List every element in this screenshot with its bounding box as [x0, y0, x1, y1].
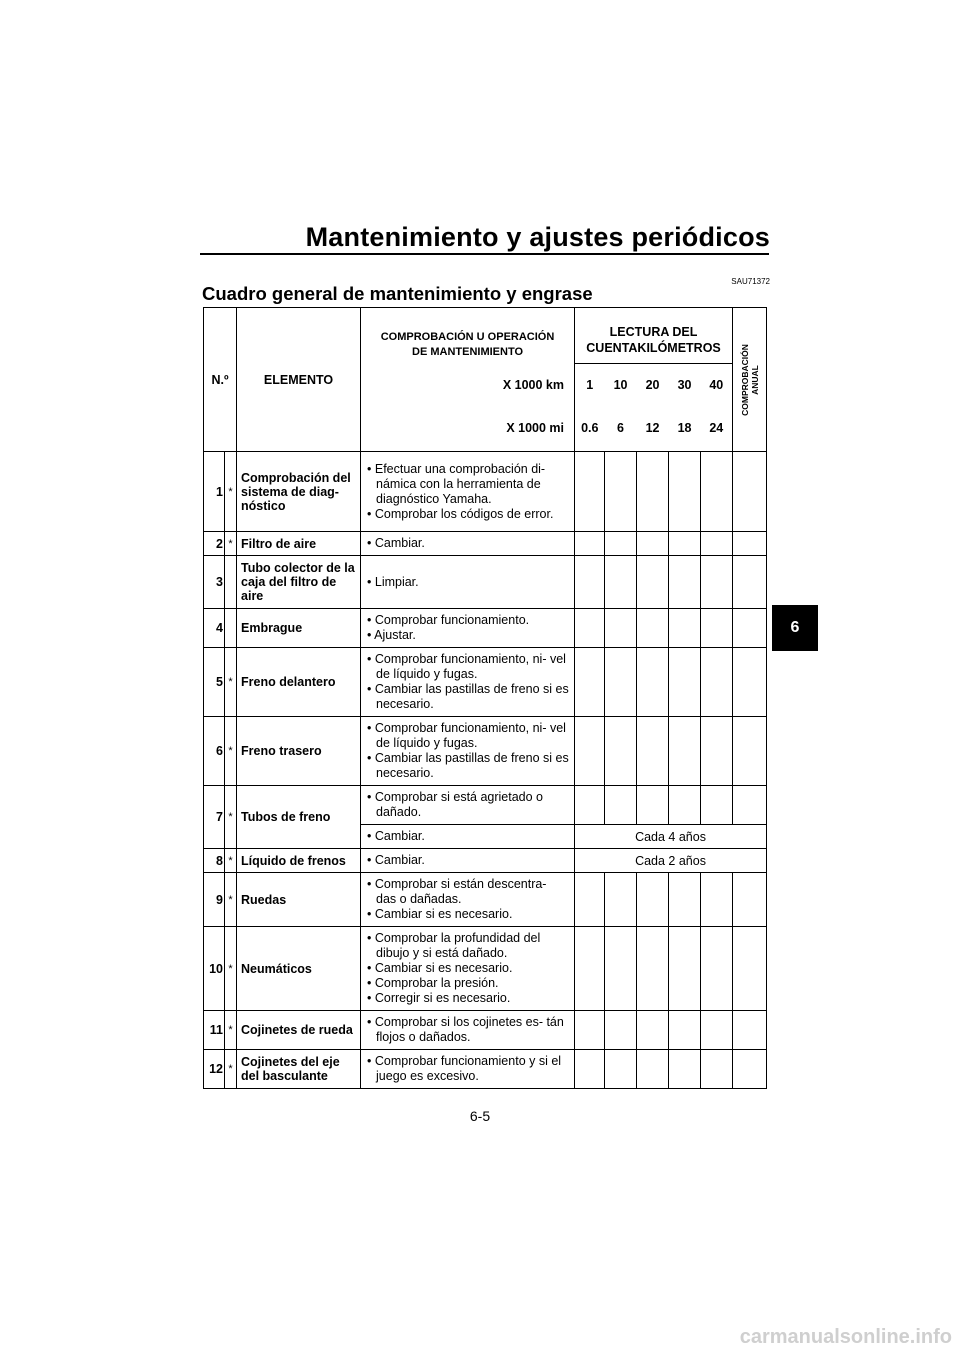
row-asterisk: *	[225, 786, 237, 849]
table-row	[204, 849, 767, 873]
row-operation	[361, 609, 575, 648]
row-element: Freno trasero	[237, 717, 361, 786]
operation-line: • Ajustar.	[367, 628, 416, 642]
section-title: Cuadro general de mantenimiento y engrase	[202, 283, 593, 304]
row-asterisk: *	[225, 1050, 237, 1089]
row-element: Tubos de freno	[237, 786, 361, 849]
check-mark	[669, 1011, 701, 1050]
check-mark	[637, 556, 669, 609]
empty-cell	[733, 1011, 767, 1050]
table-row	[204, 717, 767, 786]
header-operation-line2: DE MANTENIMIENTO	[412, 346, 524, 358]
check-mark	[701, 1011, 733, 1050]
empty-cell	[669, 532, 701, 556]
check-mark	[669, 717, 701, 786]
row-operation	[361, 452, 575, 532]
table-row	[204, 609, 767, 648]
check-mark	[701, 648, 733, 717]
check-mark	[575, 609, 605, 648]
check-mark	[637, 927, 669, 1011]
header-km-2: 10	[605, 364, 637, 406]
empty-cell	[605, 532, 637, 556]
check-mark	[605, 1011, 637, 1050]
check-mark	[605, 648, 637, 717]
check-mark	[701, 786, 733, 825]
row-asterisk: *	[225, 452, 237, 532]
check-mark	[701, 873, 733, 927]
operation-line: • Cambiar las pastillas de freno si es necesario.	[367, 751, 569, 780]
header-element: ELEMENTO	[237, 308, 361, 452]
header-annual-line1: COMPROBACIÓN	[739, 343, 750, 416]
header-row-1	[204, 308, 767, 364]
check-mark	[637, 452, 669, 532]
row-number: 2	[204, 532, 225, 556]
section-code: SAU71372	[731, 277, 770, 286]
table-row	[204, 1011, 767, 1050]
chapter-tab: 6	[772, 605, 818, 651]
row-operation	[361, 849, 575, 873]
maintenance-table	[203, 307, 767, 1089]
operation-line: • Limpiar.	[367, 574, 419, 589]
row-element: Embrague	[237, 609, 361, 648]
operation-line: • Cambiar si es necesario.	[367, 907, 513, 921]
operation-line: • Comprobar la presión.	[367, 976, 499, 990]
header-km-5: 40	[701, 364, 733, 406]
check-mark	[733, 648, 767, 717]
check-mark	[605, 1050, 637, 1089]
row-asterisk	[225, 556, 237, 609]
empty-cell	[733, 873, 767, 927]
check-mark	[575, 556, 605, 609]
check-mark	[669, 1050, 701, 1089]
row-number: 8	[204, 849, 225, 873]
empty-cell	[575, 927, 605, 1011]
empty-cell	[575, 532, 605, 556]
table-row	[204, 556, 767, 609]
row-operation	[361, 873, 575, 927]
check-mark	[575, 717, 605, 786]
check-mark	[605, 717, 637, 786]
row-element: Líquido de frenos	[237, 849, 361, 873]
row-asterisk: *	[225, 873, 237, 927]
row-asterisk: *	[225, 532, 237, 556]
row-asterisk: *	[225, 717, 237, 786]
header-mi-label: X 1000 mi	[361, 406, 575, 452]
row-number: 12	[204, 1050, 225, 1089]
operation-line: • Comprobar si los cojinetes es- tán flojos o dañados.	[367, 1015, 564, 1044]
interval-cell: Cada 2 años	[575, 849, 767, 873]
header-annual-line2: ANUAL	[749, 364, 760, 395]
row-number: 7	[204, 786, 225, 849]
operation-line: • Cambiar.	[367, 829, 425, 843]
check-mark	[733, 452, 767, 532]
check-mark	[637, 648, 669, 717]
check-mark	[733, 927, 767, 1011]
check-mark	[637, 1011, 669, 1050]
check-mark	[637, 532, 669, 556]
empty-cell	[733, 1050, 767, 1089]
operation-line: • Comprobar si está agrietado o dañado.	[367, 790, 544, 819]
row-element: Cojinetes del eje del basculante	[237, 1050, 361, 1089]
check-mark	[669, 786, 701, 825]
title-rule	[200, 253, 769, 255]
check-mark	[637, 717, 669, 786]
check-mark	[637, 786, 669, 825]
header-mi-4: 18	[669, 406, 701, 452]
check-mark	[669, 556, 701, 609]
check-mark	[637, 1050, 669, 1089]
row-operation	[361, 927, 575, 1011]
operation-line: • Comprobar funcionamiento, ni- vel de líquido y fugas.	[367, 652, 566, 681]
row-operation	[361, 786, 575, 825]
table-row	[204, 873, 767, 927]
row-operation	[361, 1011, 575, 1050]
interval-cell: Cada 4 años	[575, 825, 767, 849]
header-km-3: 20	[637, 364, 669, 406]
header-mi-2: 6	[605, 406, 637, 452]
table-row	[204, 648, 767, 717]
check-mark	[575, 648, 605, 717]
header-num: N.º	[204, 308, 237, 452]
row-asterisk	[225, 609, 237, 648]
row-number: 10	[204, 927, 225, 1011]
row-operation	[361, 556, 575, 609]
operation-line: • Comprobar la profundidad del dibujo y si está dañado.	[367, 931, 541, 960]
check-mark	[605, 556, 637, 609]
row-number: 1	[204, 452, 225, 532]
header-odometer	[575, 308, 733, 364]
header-odometer-line1: LECTURA DEL	[609, 325, 698, 339]
row-number: 11	[204, 1011, 225, 1050]
row-element: Comprobación del sistema de diag- nóstico	[237, 452, 361, 532]
row-number: 9	[204, 873, 225, 927]
row-element: Neumáticos	[237, 927, 361, 1011]
empty-cell	[575, 1050, 605, 1089]
operation-line: • Corregir si es necesario.	[367, 991, 511, 1005]
check-mark	[701, 1050, 733, 1089]
empty-cell	[733, 556, 767, 609]
page-number: 6-5	[469, 1108, 491, 1124]
row-asterisk: *	[225, 849, 237, 873]
header-km-1: 1	[575, 364, 605, 406]
operation-line: • Comprobar funcionamiento y si el juego es excesivo.	[367, 1054, 562, 1083]
check-mark	[701, 452, 733, 532]
row-asterisk: *	[225, 1011, 237, 1050]
check-mark	[733, 717, 767, 786]
check-mark	[575, 452, 605, 532]
empty-cell	[575, 786, 605, 825]
table-row	[204, 927, 767, 1011]
table-row	[204, 786, 767, 825]
empty-cell	[733, 532, 767, 556]
row-asterisk: *	[225, 927, 237, 1011]
row-operation	[361, 825, 575, 849]
row-asterisk: *	[225, 648, 237, 717]
check-mark	[701, 532, 733, 556]
operation-line: • Cambiar.	[367, 536, 425, 550]
operation-line: • Comprobar los códigos de error.	[367, 506, 554, 521]
row-operation	[361, 532, 575, 556]
operation-line: • Comprobar si están descentra- das o dañadas.	[367, 877, 547, 906]
header-operation-line1: COMPROBACIÓN U OPERACIÓN	[380, 331, 555, 343]
table-row	[204, 1050, 767, 1089]
empty-cell	[575, 873, 605, 927]
header-annual	[733, 308, 767, 452]
row-number: 3	[204, 556, 225, 609]
header-operation	[361, 308, 575, 364]
row-operation	[361, 1050, 575, 1089]
check-mark	[669, 452, 701, 532]
row-element: Ruedas	[237, 873, 361, 927]
row-number: 6	[204, 717, 225, 786]
header-odometer-line2: CUENTAKILÓMETROS	[586, 341, 721, 355]
check-mark	[701, 556, 733, 609]
check-mark	[637, 873, 669, 927]
page-title: Mantenimiento y ajustes periódicos	[305, 222, 770, 252]
check-mark	[605, 873, 637, 927]
row-element: Filtro de aire	[237, 532, 361, 556]
header-mi-5: 24	[701, 406, 733, 452]
row-element: Tubo colector de la caja del filtro de aire	[237, 556, 361, 609]
row-element: Cojinetes de rueda	[237, 1011, 361, 1050]
check-mark	[605, 927, 637, 1011]
check-mark	[669, 648, 701, 717]
header-mi-1: 0.6	[575, 406, 605, 452]
watermark: carmanualsonline.info	[739, 1326, 952, 1348]
check-mark	[669, 609, 701, 648]
operation-line: • Efectuar una comprobación di- námica con la herramienta de diagnóstico Yamaha.	[367, 461, 546, 506]
header-km-label: X 1000 km	[361, 364, 575, 406]
operation-line: • Comprobar funcionamiento.	[367, 613, 530, 627]
check-mark	[669, 873, 701, 927]
operation-line: • Comprobar funcionamiento, ni- vel de líquido y fugas.	[367, 721, 566, 750]
check-mark	[701, 717, 733, 786]
header-mi-3: 12	[637, 406, 669, 452]
check-mark	[701, 609, 733, 648]
check-mark	[605, 609, 637, 648]
header-km-4: 30	[669, 364, 701, 406]
operation-line: • Cambiar.	[367, 853, 425, 867]
check-mark	[701, 927, 733, 1011]
operation-line: • Cambiar si es necesario.	[367, 961, 513, 975]
operation-line: • Cambiar las pastillas de freno si es necesario.	[367, 682, 569, 711]
check-mark	[733, 786, 767, 825]
table-row	[204, 532, 767, 556]
check-mark	[605, 786, 637, 825]
table-row	[204, 452, 767, 532]
check-mark	[669, 927, 701, 1011]
check-mark	[637, 609, 669, 648]
row-operation	[361, 648, 575, 717]
row-element: Freno delantero	[237, 648, 361, 717]
row-operation	[361, 717, 575, 786]
empty-cell	[575, 1011, 605, 1050]
check-mark	[605, 452, 637, 532]
row-number: 5	[204, 648, 225, 717]
row-number: 4	[204, 609, 225, 648]
empty-cell	[733, 609, 767, 648]
